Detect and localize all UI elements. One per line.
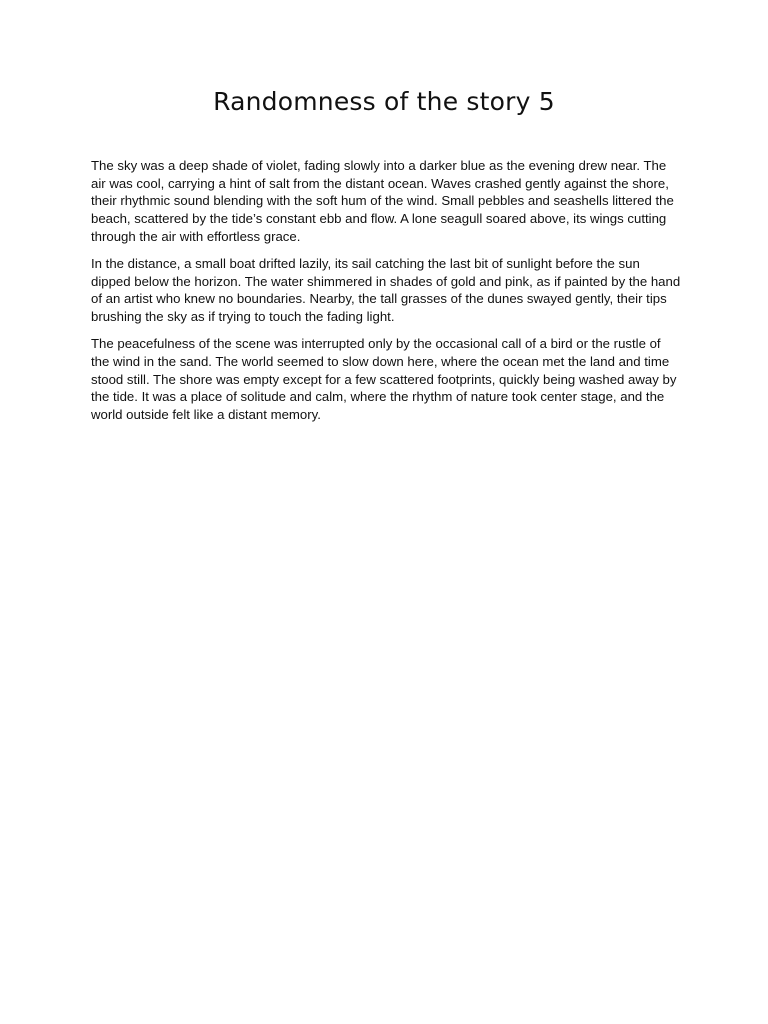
- document-body: [91, 157, 681, 433]
- paragraph-1: The sky was a deep shade of violet, fading slowly into a darker blue as the evening drew near. The air was cool, carrying a hint of salt from the distant ocean. Waves crashed gently against the shore, their rhythmic sound blending with the soft hum of the wind. Small pebbles and seashells littered the beach, scattered by the tide’s constant ebb and flow. A lone seagull soared above, its wings cutting through the air with effortless grace.: [91, 158, 674, 244]
- page-title: Randomness of the story 5: [213, 87, 555, 116]
- paragraph-3: The peacefulness of the scene was interrupted only by the occasional call of a bird or the rustle of the wind in the sand. The world seemed to slow down here, where the ocean met the land and time stood still. The shore was empty except for a few scattered footprints, quickly being washed away by the tide. It was a place of solitude and calm, where the rhythm of nature took center stage, and the world outside felt like a distant memory.: [91, 336, 677, 423]
- paragraph-2: In the distance, a small boat drifted lazily, its sail catching the last bit of sunlight before the sun dipped below the horizon. The water shimmered in shades of gold and pink, as if painted by the hand of an artist who knew no boundaries. Nearby, the tall grasses of the dunes swayed gently, their tips brushing the sky as if trying to touch the fading light.: [91, 256, 681, 325]
